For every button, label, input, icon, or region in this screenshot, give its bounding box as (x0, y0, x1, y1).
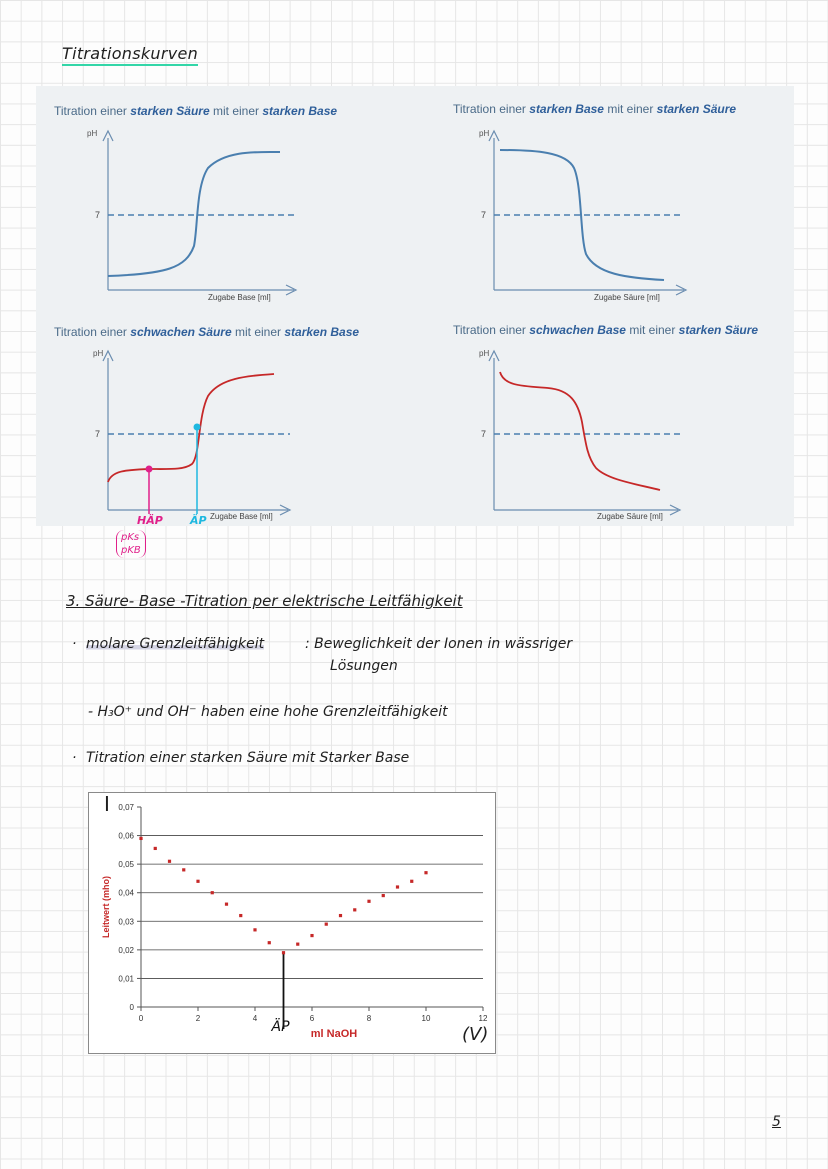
titration-curve (500, 372, 660, 490)
data-point (182, 868, 185, 871)
chart-strong-base-strong-acid (479, 129, 686, 302)
data-point (253, 928, 256, 931)
section-heading: 3. Säure- Base -Titration per elektrische Leitfähigkeit (66, 592, 463, 610)
data-point (196, 880, 199, 883)
conductance-marker: I (104, 792, 110, 816)
data-point (382, 894, 385, 897)
data-point (325, 923, 328, 926)
titration-curve (108, 374, 274, 482)
x-axis-label: Zugabe Säure [ml] (597, 512, 663, 521)
x-tick-label: 10 (421, 1014, 431, 1023)
data-point (211, 891, 214, 894)
conductivity-chart-panel (88, 792, 496, 1054)
y-axis-label: pH (93, 349, 104, 358)
bullet1-def-line1: : Beweglichkeit der Ionen in wässriger (305, 636, 573, 652)
x-tick-label: 6 (309, 1014, 315, 1023)
data-point (310, 934, 313, 937)
bullet-dot: · (72, 750, 77, 766)
y-tick-label: 0,06 (118, 831, 134, 841)
chart-title-strong-base-strong-acid: Titration einer starken Base mit einer starken Säure (453, 102, 737, 116)
y-tick-label: 0,03 (118, 917, 134, 927)
bullet1-def-line2: Lösungen (330, 658, 398, 674)
hap-label: HÄP (137, 514, 163, 527)
volume-marker: (V) (462, 1024, 489, 1045)
y-axis-label: pH (479, 349, 490, 358)
data-point (353, 908, 356, 911)
x-tick-label: 12 (478, 1014, 488, 1023)
seven-tick-label: 7 (95, 429, 101, 439)
y-axis-label: pH (87, 129, 98, 138)
titration-curves-svg (36, 86, 794, 526)
page-number: 5 (772, 1114, 781, 1130)
titration-curve (108, 152, 280, 276)
x-tick-label: 8 (366, 1014, 372, 1023)
chart-weak-acid-strong-base (93, 349, 290, 521)
seven-tick-label: 7 (481, 210, 487, 220)
pk-annotation (116, 530, 146, 558)
data-point (339, 914, 342, 917)
data-point (239, 914, 242, 917)
y-tick-label: 0,02 (118, 945, 134, 955)
x-tick-label: 0 (138, 1014, 144, 1023)
y-axis-label: pH (479, 129, 490, 138)
data-point (154, 847, 157, 850)
pks-label: pKs (121, 532, 140, 543)
y-tick-label: 0,07 (118, 803, 134, 812)
data-point (268, 941, 271, 944)
titration-curves-panel (36, 86, 794, 526)
x-axis-label: Zugabe Base [ml] (208, 293, 271, 302)
aep-label: ÄP (190, 514, 207, 527)
data-point (282, 951, 285, 954)
data-point (225, 903, 228, 906)
x-axis-label: ml NaOH (310, 1028, 358, 1040)
page-title: Titrationskurven (62, 44, 198, 66)
chart-weak-base-strong-acid (479, 349, 684, 521)
y-tick-label: 0 (129, 1003, 134, 1012)
data-point (396, 885, 399, 888)
bullet1-term: molare Grenzleitfähigkeit (86, 636, 265, 652)
seven-tick-label: 7 (481, 429, 487, 439)
x-axis-label: Zugabe Säure [ml] (594, 293, 660, 302)
chart-title-strong-acid-strong-base: Titration einer starken Säure mit einer starken Base (54, 104, 338, 118)
y-tick-label: 0,05 (118, 860, 134, 870)
x-tick-label: 4 (252, 1014, 258, 1023)
y-axis-label: Leitwert (mho) (101, 876, 111, 938)
chart-strong-acid-strong-base (87, 129, 296, 302)
data-point (296, 943, 299, 946)
y-tick-label: 0,01 (118, 974, 134, 984)
y-tick-label: 0,04 (118, 888, 134, 898)
sub-point: - H₃O⁺ und OH⁻ haben eine hohe Grenzleitfähigkeit (88, 704, 448, 720)
bullet2: Titration einer starken Säure mit Starker Base (86, 750, 410, 766)
chart-title-weak-base-strong-acid: Titration einer schwachen Base mit einer starken Säure (453, 323, 759, 337)
seven-tick-label: 7 (95, 210, 101, 220)
equivalence-label: ÄP (271, 1019, 290, 1035)
x-axis-label: Zugabe Base [ml] (210, 512, 273, 521)
data-point (139, 837, 142, 840)
conductivity-chart-svg (89, 793, 495, 1053)
pkb-label: pKB (121, 545, 141, 556)
bullet-dot: · (72, 636, 77, 652)
data-point (168, 860, 171, 863)
chart-title-weak-acid-strong-base: Titration einer schwachen Säure mit einer starken Base (54, 325, 360, 339)
data-point (367, 900, 370, 903)
data-point (410, 880, 413, 883)
data-point (424, 871, 427, 874)
x-tick-label: 2 (195, 1014, 201, 1023)
half-equivalence-point (146, 466, 153, 473)
equivalence-point (194, 424, 201, 431)
